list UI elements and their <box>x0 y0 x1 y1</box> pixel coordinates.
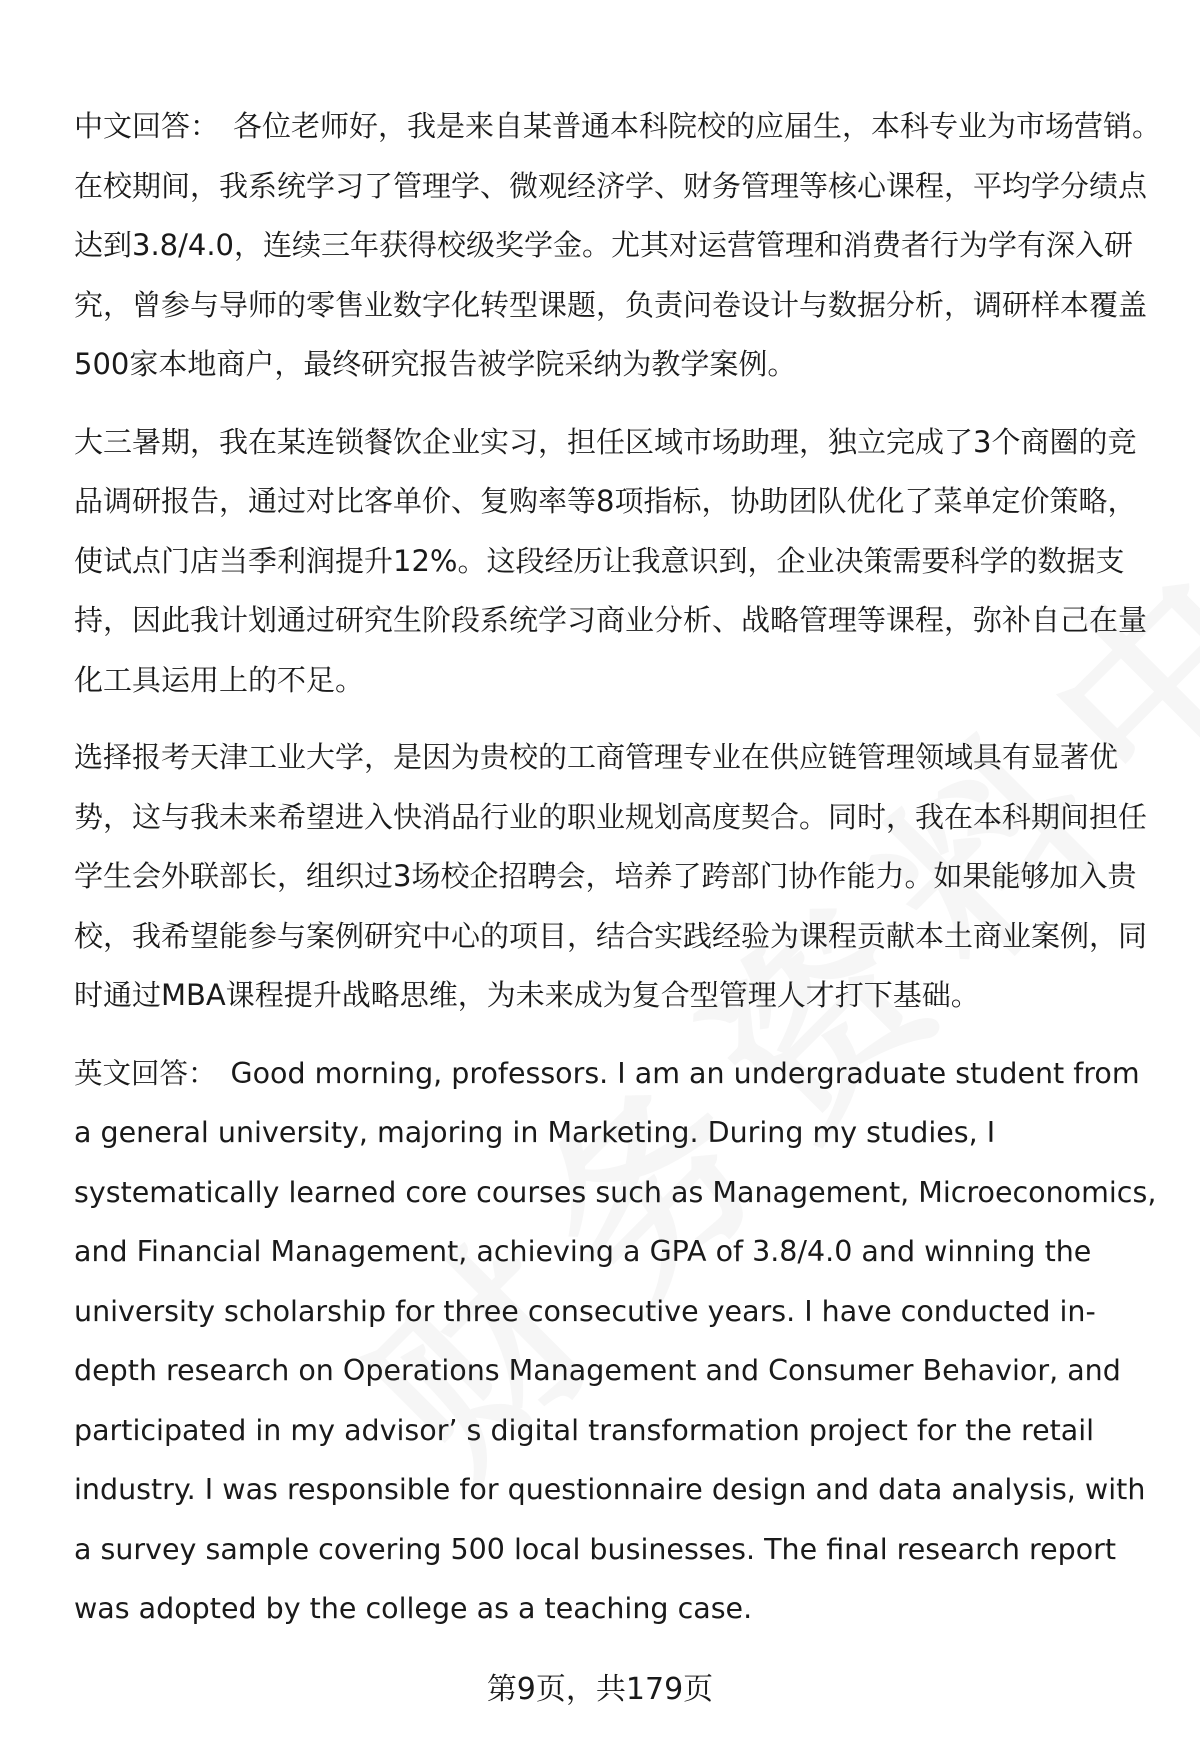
en-paragraph-1 <box>74 1044 1164 1639</box>
cn-paragraph-1-text: 各位老师好，我是来自某普通本科院校的应届生，本科专业为市场营销。在校期间，我系统学习了管理学、微观经济学、财务管理等核心课程，平均学分绩点达到3.8/4.0，连续三年获得校级奖学金。尤其对运营管理和消费者行为学有深入研究，曾参与导师的零售业数字化转型课题，负责问卷设计与数据分析，调研样本覆盖500家本地商户，最终研究报告被学院采纳为教学案例。 <box>74 109 1162 381</box>
en-answer-label: 英文回答： <box>74 1056 217 1090</box>
document-body <box>74 97 1164 1657</box>
cn-paragraph-1 <box>74 97 1164 395</box>
page-footer <box>0 1670 1200 1710</box>
cn-paragraph-2: 大三暑期，我在某连锁餐饮企业实习，担任区域市场助理，独立完成了3个商圈的竞品调研报告，通过对比客单价、复购率等8项指标，协助团队优化了菜单定价策略，使试点门店当季利润提升12%。这段经历让我意识到，企业决策需要科学的数据支持，因此我计划通过研究生阶段系统学习商业分析、战略管理等课程，弥补自己在量化工具运用上的不足。 <box>74 424 1148 697</box>
page-number: 第9页，共179页 <box>486 1672 714 1707</box>
en-paragraph-1-text: Good morning, professors. I am an undergraduate student from a general university, majoring in Marketing. During my studies, I systematically learned core courses such as Management, Microeconomics, and Financial Management, achieving a GPA of 3.8/4.0 and winning the university scholarship for three consecutive years. I have conducted in-depth research on Operations Management and Consumer Behavior, and participated in my advisor’ s digital transformation project for the retail industry. I was responsible for questionnaire design and data analysis, with a survey sample covering 500 local businesses. The final research report was adopted by the college as a teaching case. <box>74 1056 1157 1625</box>
cn-paragraph-3: 选择报考天津工业大学，是因为贵校的工商管理专业在供应链管理领域具有显著优势，这与我未来希望进入快消品行业的职业规划高度契合。同时，我在本科期间担任学生会外联部长，组织过3场校企招聘会，培养了跨部门协作能力。如果能够加入贵校，我希望能参与案例研究中心的项目，结合实践经验为课程贡献本土商业案例，同时通过MBA课程提升战略思维，为未来成为复合型管理人才打下基础。 <box>74 740 1148 1012</box>
cn-answer-label: 中文回答： <box>74 109 220 143</box>
